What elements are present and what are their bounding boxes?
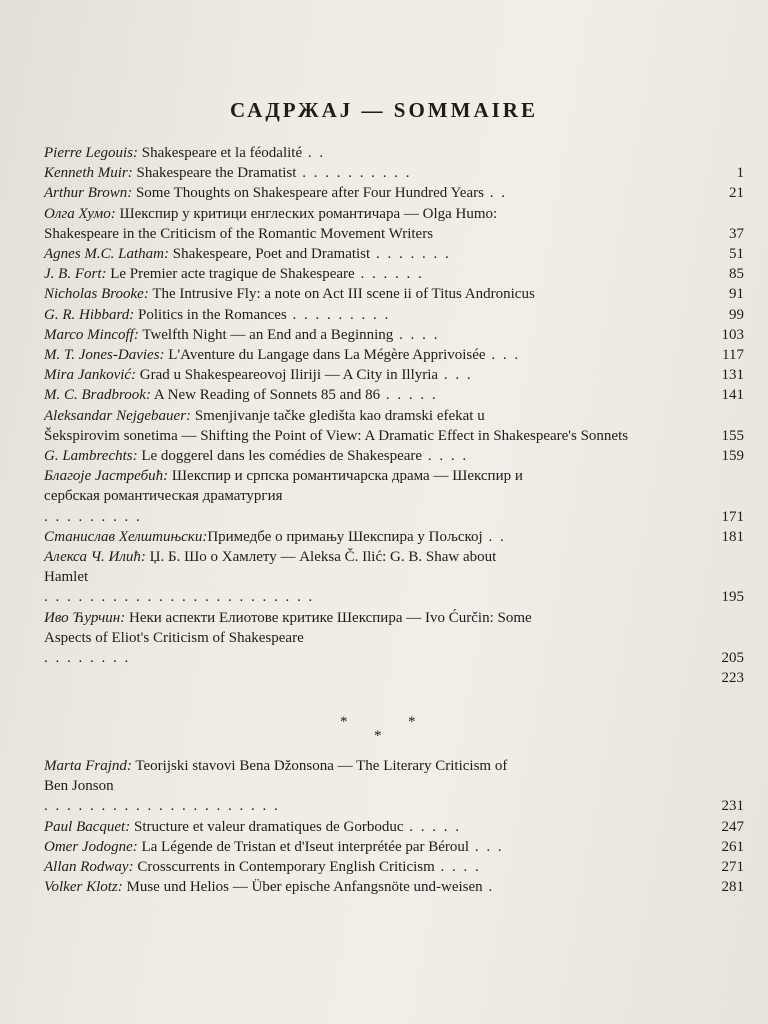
entry-title: Smenjivanje tačke gledišta kao dramski efekat u xyxy=(191,407,485,424)
entry-author: Allan Rodway: xyxy=(44,859,134,876)
entry-title-continued: Šekspirovim sonetima — Shifting the Point of View: A Dramatic Effect in Shakespeare's Sonnets xyxy=(44,427,629,444)
toc-entry[interactable] xyxy=(44,345,744,365)
entry-author: M. T. Jones-Davies: xyxy=(44,347,165,364)
entry-title-continued: Shakespeare in the Criticism of the Romantic Movement Writers xyxy=(44,225,434,242)
separator-star: * xyxy=(374,728,382,744)
toc-entry[interactable] xyxy=(44,325,744,345)
entry-author: Станислав Хелштињски: xyxy=(44,528,208,545)
entry-author: Marta Frajnd: xyxy=(44,758,132,774)
entry-title: Примедбе о примању Шекспира у Пољској xyxy=(207,528,483,545)
entry-page-number: 205 xyxy=(721,650,744,667)
entry-page-number: 271 xyxy=(721,859,744,876)
entry-leader-dots: . . . xyxy=(485,347,521,364)
entry-page-number: 37 xyxy=(729,225,744,242)
entry-page-number: 231 xyxy=(721,798,744,815)
toc-section-2 xyxy=(44,756,744,897)
entry-page-number: 1 xyxy=(736,165,744,182)
toc-entry[interactable] xyxy=(44,305,744,325)
entry-title: Шекспир у критици енглеских романтичара — Olga Humo: xyxy=(115,205,498,222)
entry-leader-dots: . . . . . . . . . xyxy=(286,306,391,323)
entry-leader-dots: . . . . . . . . xyxy=(44,650,131,667)
entry-page-number: 131 xyxy=(721,367,744,384)
entry-title: Structure et valeur dramatiques de Gorboduc xyxy=(130,818,404,835)
entry-page-number: 247 xyxy=(721,818,744,835)
entry-title: Shakespeare, Poet and Dramatist xyxy=(169,246,371,263)
toc-entry[interactable] xyxy=(44,365,744,385)
section-separator xyxy=(340,714,430,744)
toc-entry[interactable] xyxy=(44,204,744,244)
entry-leader-dots: . . xyxy=(482,528,506,545)
entry-title: Shakespeare et la féodalité xyxy=(138,145,303,161)
entry-page-number: 155 xyxy=(721,427,744,444)
toc-entry[interactable] xyxy=(44,547,744,608)
toc-entry[interactable] xyxy=(44,244,744,264)
entry-author: Nicholas Brooke: xyxy=(44,286,149,303)
entry-page-number: 223 xyxy=(721,670,744,687)
entry-leader-dots: . . xyxy=(483,185,507,202)
toc-entry[interactable] xyxy=(44,385,744,405)
entry-leader-dots: . . . . . . . . . . . . . . . . . . . . . . . . xyxy=(44,589,315,606)
entry-title: Politics in the Romances xyxy=(134,306,287,323)
entry-page-number: 21 xyxy=(729,185,744,202)
entry-leader-dots: . . . . . . . . . . . . . . . . . . . . . xyxy=(44,798,280,815)
entry-title: Le doggerel dans les comédies de Shakespeare xyxy=(137,448,423,465)
entry-page-number: 171 xyxy=(721,508,744,525)
entry-title: Le Premier acte tragique de Shakespeare xyxy=(106,266,355,283)
entry-title: Crosscurrents in Contemporary English Criticism xyxy=(133,859,435,876)
entry-author: Иво Ћурчин: xyxy=(44,609,126,626)
entry-title-continued: Hamlet xyxy=(44,569,89,586)
entry-title: Twelfth Night — an End and a Beginning xyxy=(138,326,394,343)
entry-title: L'Aventure du Langage dans La Mégère Apprivoisée xyxy=(164,347,486,364)
entry-title: The Intrusive Fly: a note on Act III scene ii of Titus Andronicus xyxy=(148,286,535,303)
toc-entry[interactable] xyxy=(44,284,744,304)
toc-entry[interactable] xyxy=(44,837,744,857)
entry-title: A New Reading of Sonnets 85 and 86 xyxy=(150,387,381,404)
entry-page-number: 103 xyxy=(721,326,744,343)
entry-page-number: 51 xyxy=(729,246,744,263)
entry-leader-dots: . . . . xyxy=(393,326,440,343)
entry-author: Aleksandar Nejgebauer: xyxy=(44,407,192,424)
entry-page-number: 141 xyxy=(721,387,744,404)
toc-entry[interactable] xyxy=(44,668,744,688)
entry-author: Marco Mincoff: xyxy=(44,326,139,343)
entry-title: Muse und Helios — Über epische Anfangsnöte und-weisen xyxy=(122,879,483,896)
toc-entry[interactable] xyxy=(44,877,744,897)
entry-title: Шекспир и српска романтичарска драма — Шекспир и xyxy=(168,468,523,485)
entry-leader-dots: . . . . . . . . . . xyxy=(296,165,412,182)
entry-leader-dots: . . . . . . xyxy=(354,266,424,283)
entry-title-continued: Aspects of Eliot's Criticism of Shakespeare xyxy=(44,629,304,646)
entry-title: Grad u Shakespeareovoj Iliriji — A City in Illyria xyxy=(136,367,439,384)
entry-leader-dots: . . . xyxy=(469,838,504,855)
entry-title: Some Thoughts on Shakespeare after Four Hundred Years xyxy=(132,185,484,202)
entry-author: Pierre Legouis: xyxy=(44,145,139,161)
entry-title: Teorijski stavovi Bena Džonsona — The Literary Criticism of xyxy=(131,758,508,774)
toc-entry[interactable] xyxy=(44,143,744,163)
entry-leader-dots: . . . . xyxy=(434,859,481,876)
entry-author: Paul Bacquet: xyxy=(44,818,131,835)
entry-title: Џ. Б. Шо о Хамлету — Aleksa Č. Ilić: G. B. Shaw about xyxy=(145,549,497,566)
entry-leader-dots: . . . . . xyxy=(380,387,438,404)
entry-leader-dots: . xyxy=(482,879,495,896)
toc-entry[interactable] xyxy=(44,446,744,466)
toc-entry[interactable] xyxy=(44,466,744,527)
separator-star: * xyxy=(340,714,348,730)
entry-author: G. Lambrechts: xyxy=(44,448,138,465)
entry-leader-dots: . . . . . xyxy=(403,818,461,835)
entry-author: Kenneth Muir: xyxy=(44,165,133,182)
toc-entry[interactable] xyxy=(44,608,744,669)
entry-author: Omer Jodogne: xyxy=(44,838,138,855)
entry-author: Mira Janković: xyxy=(44,367,137,384)
entry-leader-dots: . . . . . . . . . xyxy=(44,508,142,525)
entry-author: G. R. Hibbard: xyxy=(44,306,135,323)
toc-entry[interactable] xyxy=(44,527,744,547)
entry-page-number: 281 xyxy=(721,879,744,896)
toc-entry[interactable] xyxy=(44,756,744,817)
page-title: САДРЖАЈ — SOMMAIRE xyxy=(230,98,538,122)
entry-page-number: 181 xyxy=(721,528,744,545)
entry-leader-dots: . . . . xyxy=(422,448,469,465)
entry-title: Неки аспекти Елиотове критике Шекспира — Ivo Ćurčin: Some xyxy=(125,609,532,626)
entry-author: Алекса Ч. Илић: xyxy=(44,549,146,566)
entry-title-continued: сербская романтическая драматургия xyxy=(44,488,283,505)
entry-author: Олга Хумо: xyxy=(44,205,116,222)
entry-leader-dots: . . . . . . . xyxy=(370,246,451,263)
entry-title: La Légende de Tristan et d'Iseut interprétée par Béroul xyxy=(137,838,470,855)
entry-page-number: 117 xyxy=(722,347,744,364)
entry-page-number: 91 xyxy=(729,286,744,303)
entry-page-number: 261 xyxy=(721,838,744,855)
entry-author: Благоје Јастребић: xyxy=(44,468,169,485)
entry-leader-dots: . . . xyxy=(438,367,473,384)
toc-entry[interactable] xyxy=(44,183,744,203)
toc-section-1 xyxy=(44,143,744,688)
entry-title: Shakespeare the Dramatist xyxy=(132,165,297,182)
entry-page-number: 159 xyxy=(721,448,744,465)
entry-author: Agnes M.C. Latham: xyxy=(44,246,169,263)
toc-entry[interactable] xyxy=(44,857,744,877)
entry-page-number: 195 xyxy=(721,589,744,606)
toc-entry[interactable] xyxy=(44,163,744,183)
entry-page-number: 99 xyxy=(729,306,744,323)
separator-star: * xyxy=(408,714,416,730)
entry-leader-dots: . . xyxy=(302,145,326,161)
entry-page-number: 85 xyxy=(729,266,744,283)
toc-entry[interactable] xyxy=(44,406,744,446)
entry-author: J. B. Fort: xyxy=(44,266,107,283)
toc-entry[interactable] xyxy=(44,817,744,837)
entry-title-continued: Ben Jonson xyxy=(44,778,114,795)
entry-author: Volker Klotz: xyxy=(44,879,123,896)
entry-author: Arthur Brown: xyxy=(44,185,133,202)
entry-author: M. C. Bradbrook: xyxy=(44,387,151,404)
toc-entry[interactable] xyxy=(44,264,744,284)
